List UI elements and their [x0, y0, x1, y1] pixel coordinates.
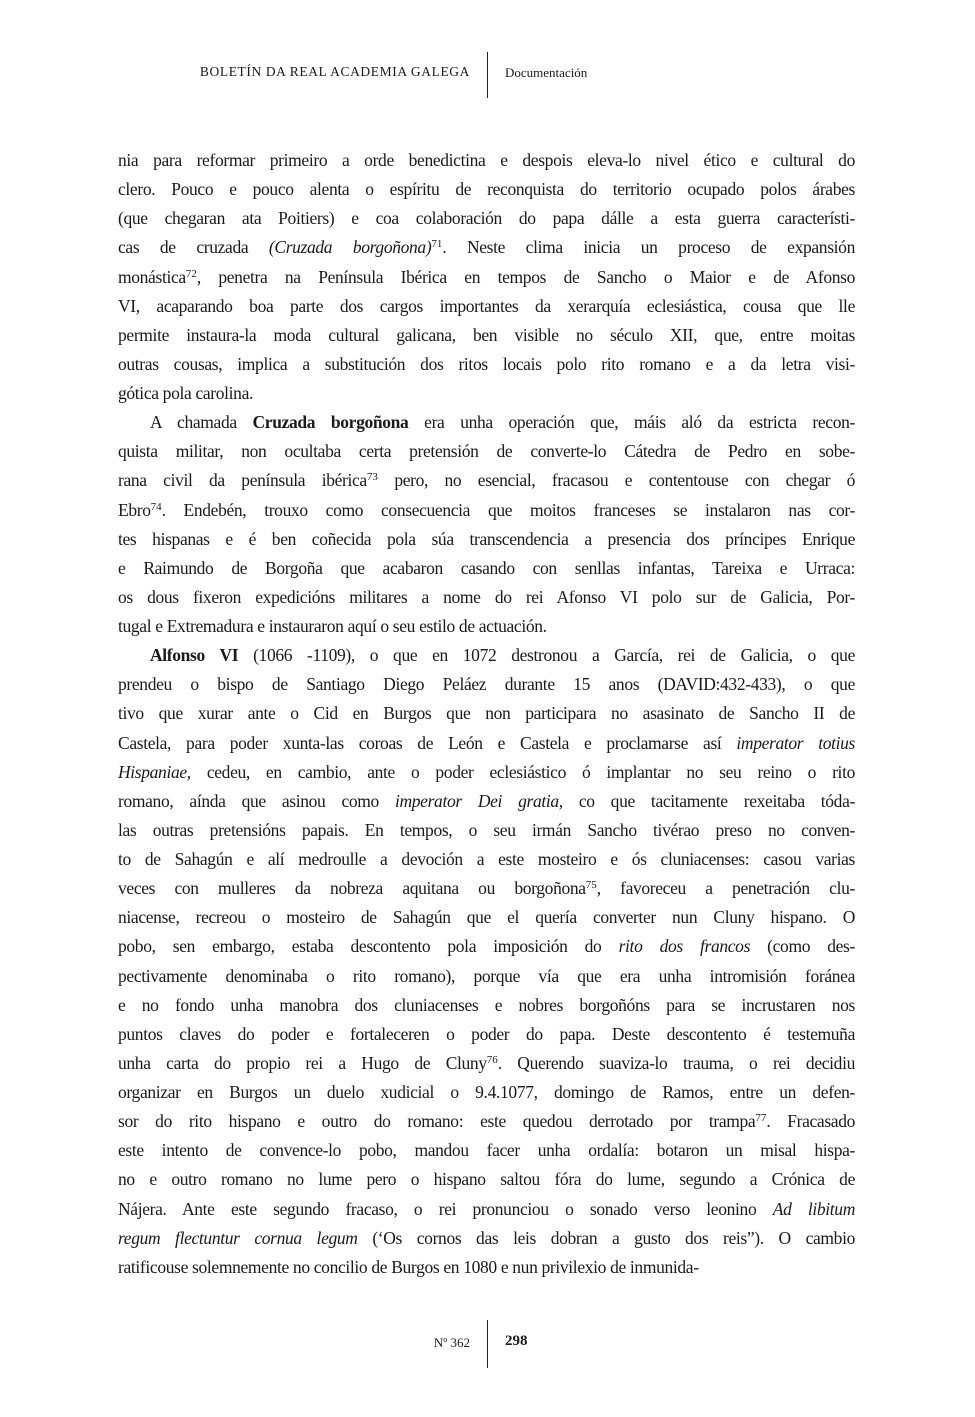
text-line [118, 962, 855, 991]
italic-text: imperator Dei gratia [394, 790, 559, 811]
text-line [118, 292, 855, 321]
text-line [118, 321, 855, 350]
text: (‘Os cornos das leis dobran a gusto dos reis”). O cambio [357, 1227, 855, 1248]
journal-title: BOLETÍN DA REAL ACADEMIA GALEGA [199, 64, 470, 79]
text: unha carta do propio rei a Hugo de Cluny [118, 1052, 487, 1073]
text-line [118, 758, 855, 787]
text: niacense, recreou o mosteiro de Sahagún que el quería converter nun Cluny hispano. O [118, 907, 855, 928]
text: A chamada [150, 412, 253, 433]
text: , co que tacitamente rexeitaba tóda- [558, 790, 855, 811]
italic-text: regum flectuntur cornua legum [118, 1227, 358, 1248]
bold-text: Alfonso VI [150, 645, 239, 666]
text: prendeu o bispo de Santiago Diego Peláez durante 15 anos (DAVID:432-433), o que [118, 674, 855, 695]
text: pectivamente denominaba o rito romano), porque vía que era unha intromisión foránea [118, 965, 855, 986]
text: monástica [118, 266, 186, 287]
text: (1066 -1109), o que en 1072 destronou a García, rei de Galicia, o que [238, 645, 855, 666]
paragraph [118, 408, 855, 641]
text: e Raimundo de Borgoña que acabaron casando con senllas infantas, Tareixa e Urraca: [118, 557, 855, 578]
text: rana civil da península ibérica [118, 470, 367, 491]
text-line [118, 175, 855, 204]
text: (que chegaran ata Poitiers) e coa colaboración do papa dálle a esta guerra característi- [118, 208, 855, 229]
italic-text: imperator totius [736, 732, 855, 753]
text-line [118, 583, 855, 612]
text: puntos claves do poder e fortaleceren o poder do papa. Deste descontento é testemuña [118, 1023, 855, 1044]
text-line [118, 787, 855, 816]
text: to de Sahagún e alí medroulle a devoción a este mosteiro e ós cluniacenses: casou varias [118, 849, 855, 869]
text-line [118, 496, 855, 525]
italic-text: Ad libitum [772, 1198, 855, 1219]
footer-divider [487, 1320, 488, 1368]
text: veces con mulleres da nobreza aquitana ou borgoñona [118, 878, 586, 899]
text-line [118, 1136, 855, 1165]
footnote-ref: 77 [755, 1112, 767, 1125]
text-line [118, 408, 855, 437]
text: Nájera. Ante este segundo fracaso, o rei pronunciou o sonado verso leonino [118, 1198, 773, 1219]
text: romano, aínda que asinou como [118, 790, 395, 811]
footnote-ref: 73 [366, 471, 378, 484]
text-line [118, 903, 855, 932]
text: tugal e Extremadura e instauraron aquí o seu estilo de actuación. [118, 616, 547, 636]
text-line [118, 525, 855, 554]
text-line [118, 874, 855, 903]
footnote-ref: 72 [185, 267, 197, 280]
text: , penetra na Península Ibérica en tempos de Sancho o Maior e de Afonso [196, 266, 855, 287]
text: , cedeu, en cambio, ante o poder eclesiástico ó implantar no seu reino o rito [186, 761, 855, 782]
text-line [118, 1078, 855, 1107]
italic-text: (Cruzada borgoñona) [268, 237, 432, 258]
text-line [118, 816, 855, 845]
text: . Fracasado [766, 1111, 855, 1132]
text: outras cousas, implica a substitución dos ritos locais polo rito romano e a da letra visi- [118, 353, 855, 374]
text: Ebro [118, 499, 151, 520]
footnote-ref: 71 [431, 238, 443, 251]
text-line [118, 1195, 855, 1224]
text: las outras pretensións papais. En tempos, o seu irmán Sancho tivérao preso no conven- [118, 819, 855, 840]
text: gótica pola carolina. [118, 383, 254, 403]
text: clero. Pouco e pouco alenta o espíritu de reconquista do territorio ocupado polos árabes [118, 179, 855, 200]
text-line [118, 1049, 855, 1078]
text: . Neste clima inicia un proceso de expansión [442, 237, 855, 258]
text: e no fondo unha manobra dos cluniacenses e nobres borgoñóns para se incrustaren nos [118, 994, 855, 1015]
bold-text: Cruzada borgoñona [252, 412, 409, 433]
text-line [118, 699, 855, 728]
text: quista militar, non ocultaba certa pretensión de converte-lo Cátedra de Pedro en sobe- [118, 441, 855, 462]
text-line [118, 233, 855, 262]
text-line [118, 1165, 855, 1194]
text: no e outro romano no lume pero o hispano saltou fóra do lume, segundo a Crónica de [118, 1169, 855, 1190]
header-divider [487, 52, 488, 98]
text: ratificouse solemnemente no concilio de Burgos en 1080 e nun privilexio de inmunida- [118, 1256, 699, 1277]
text: organizar en Burgos un duelo xudicial o 9.4.1077, domingo de Ramos, entre un defen- [118, 1082, 855, 1102]
text: pobo, sen embargo, estaba descontento pola imposición do [118, 936, 619, 957]
text-line [118, 1224, 855, 1253]
page-number: 298 [505, 1333, 528, 1349]
text-line [118, 146, 855, 175]
text-line [118, 932, 855, 961]
text-line [118, 350, 855, 379]
text: . Querendo suaviza-lo trauma, o rei decidiu [497, 1052, 855, 1073]
text-line [118, 1107, 855, 1136]
text: . Endebén, trouxo como consecuencia que moitos franceses se instalaron nas cor- [161, 499, 855, 520]
footnote-ref: 75 [585, 879, 597, 892]
footnote-ref: 76 [486, 1053, 498, 1066]
text-line [118, 437, 855, 466]
text: Castela, para poder xunta-las coroas de León e Castela e proclamarse así [118, 732, 737, 753]
text: este intento de convence-lo pobo, mandou facer unha ordalía: botaron un misal hispa- [118, 1140, 855, 1161]
section-title: Documentación [505, 65, 588, 80]
text: cas de cruzada [118, 237, 269, 258]
italic-text: rito dos francos [618, 936, 751, 957]
text: os dous fixeron expedicións militares a nome do rei Afonso VI polo sur de Galicia, Por- [118, 586, 855, 607]
article-body [118, 146, 855, 1282]
text: , favoreceu a penetración clu- [596, 878, 855, 899]
text-line [118, 729, 855, 758]
text: sor do rito hispano e outro do romano: este quedou derrotado por trampa [118, 1111, 756, 1132]
text-line [118, 466, 855, 495]
text-line [118, 554, 855, 583]
italic-text: Hispaniae [118, 761, 187, 782]
text: era unha operación que, máis aló da estricta recon- [408, 412, 855, 433]
text-line [118, 204, 855, 233]
text-line [118, 1020, 855, 1049]
text: tivo que xurar ante o Cid en Burgos que non participara no asasinato de Sancho II de [118, 703, 855, 724]
text: permite instaura-la moda cultural galicana, ben visible no século XII, que, entre moitas [118, 324, 855, 345]
text-line [118, 670, 855, 699]
text: (como des- [750, 936, 855, 957]
text-line [118, 845, 855, 874]
text-line [118, 379, 855, 408]
text-line [118, 1253, 855, 1282]
issue-number: Nº 362 [433, 1335, 470, 1350]
paragraph [118, 146, 855, 408]
paragraph [118, 641, 855, 1282]
text-line [118, 612, 855, 641]
text: tes hispanas e é ben coñecida pola súa transcendencia a presencia dos príncipes Enrique [118, 528, 855, 549]
text: nia para reformar primeiro a orde benedictina e despois eleva-lo nivel ético e cultural do [118, 150, 855, 170]
text-line [118, 263, 855, 292]
text-line [118, 641, 855, 670]
text: VI, acaparando boa parte dos cargos importantes da xerarquía eclesiástica, cousa que lle [118, 295, 855, 316]
text-line [118, 991, 855, 1020]
footnote-ref: 74 [150, 500, 162, 513]
text: pero, no esencial, fracasou e contentouse con chegar ó [377, 470, 855, 491]
